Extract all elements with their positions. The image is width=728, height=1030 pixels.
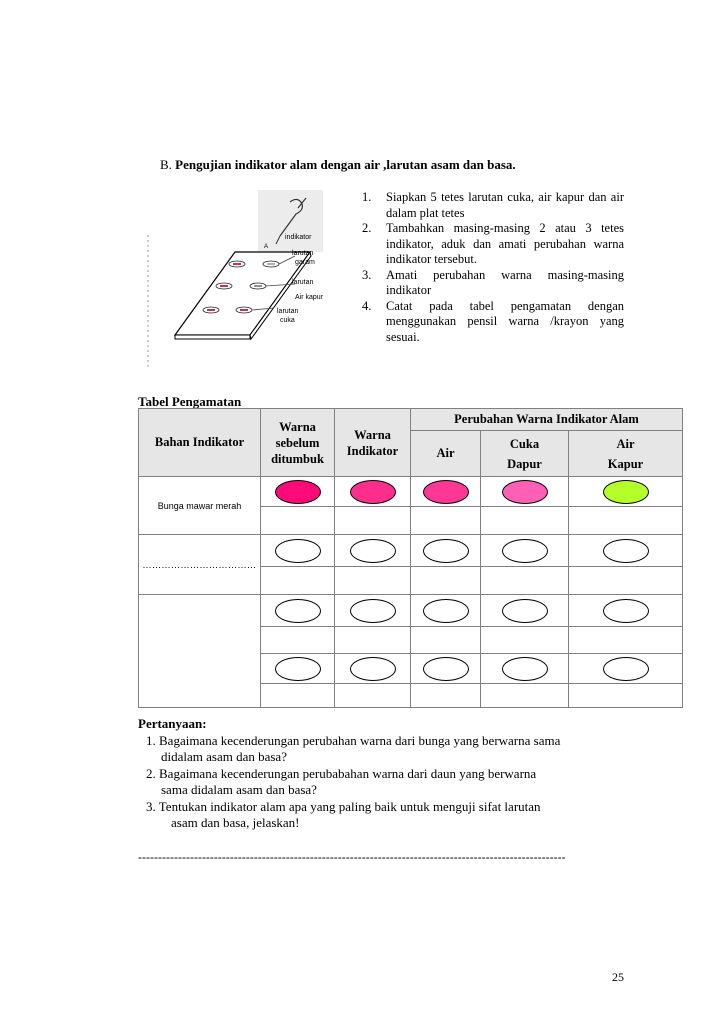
questions-section: [138, 716, 658, 832]
header-warna-indikator-l1: Warna: [354, 427, 391, 442]
header-warna-indikator-l2: Indikator: [346, 443, 399, 458]
label-indikator: indikator: [285, 234, 312, 241]
cell: [569, 507, 683, 535]
questions-title: Pertanyaan:: [138, 716, 207, 731]
cell: [335, 535, 411, 567]
empty-oval: [502, 599, 548, 623]
cell: [411, 507, 481, 535]
cell: [335, 654, 411, 684]
cell: [569, 654, 683, 684]
cell: [261, 535, 335, 567]
cell: [335, 567, 411, 595]
row-label-text: Bunga mawar merah: [157, 501, 242, 511]
step-number: 2.: [362, 221, 372, 235]
header-kapur-l1: Air: [616, 436, 635, 451]
cell: [261, 567, 335, 595]
step-text: Amati perubahan warna masing-masing indikator: [386, 267, 624, 297]
section-heading: Pengujian indikator alam dengan air ,larutan asam dan basa.: [175, 157, 516, 172]
question-line: 1. Bagaimana kecenderungan perubahan warna dari bunga yang berwarna sama: [146, 732, 561, 748]
empty-oval: [423, 539, 469, 563]
cell: [481, 595, 569, 627]
color-oval: [350, 480, 396, 504]
step-text: Tambahkan masing-masing 2 atau 3 tetes indikator, aduk dan amati perubahan warna indikator tersebut.: [386, 221, 624, 266]
question-item: [138, 766, 658, 799]
header-cuka-l1: Cuka: [509, 436, 540, 451]
cell: [481, 477, 569, 507]
cell: [569, 567, 683, 595]
color-oval: [502, 480, 548, 504]
cell: [481, 567, 569, 595]
label-larutan: larutan: [292, 279, 314, 286]
header-air-kapur: [569, 431, 683, 477]
label-larutan-cuka-2: cuka: [280, 317, 295, 324]
empty-oval: [603, 539, 649, 563]
cell: [261, 684, 335, 708]
row-label-empty: [139, 595, 261, 708]
step-number: 3.: [362, 267, 372, 282]
cell: [411, 654, 481, 684]
empty-oval: [275, 657, 321, 681]
drop-plate-illustration: [140, 180, 355, 370]
step-number: 1.: [362, 190, 372, 204]
header-cuka-l2: Dapur: [507, 456, 542, 471]
section-title: [160, 157, 516, 173]
cell: [411, 684, 481, 708]
table-caption: Tabel Pengamatan: [138, 394, 242, 409]
cell: [411, 627, 481, 654]
question-line-cont: asam dan basa, jelaskan!: [171, 815, 300, 830]
question-line-cont: sama didalam asam dan basa?: [161, 782, 317, 797]
label-larutan-garam-1: larutan: [292, 250, 314, 257]
empty-oval: [423, 657, 469, 681]
cell: [335, 507, 411, 535]
question-item: [138, 733, 658, 766]
empty-oval: [275, 599, 321, 623]
cell: [261, 627, 335, 654]
header-cuka-dapur: [481, 431, 569, 477]
procedure-steps: [362, 190, 624, 345]
header-perubahan-text: Perubahan Warna Indikator Alam: [454, 412, 639, 426]
label-air-kapur: Air kapur: [295, 294, 324, 301]
color-oval: [603, 480, 649, 504]
cell: [481, 507, 569, 535]
empty-oval: [603, 657, 649, 681]
question-line-cont: didalam asam dan basa?: [161, 749, 287, 764]
section-letter: B.: [160, 157, 172, 172]
label-a: A: [264, 244, 269, 250]
color-oval: [423, 480, 469, 504]
cell: [411, 567, 481, 595]
step-item: [362, 268, 624, 299]
empty-oval: [502, 539, 548, 563]
header-bahan-text: Bahan Indikator: [154, 435, 245, 449]
empty-oval: [350, 599, 396, 623]
cell: [335, 595, 411, 627]
empty-oval: [423, 599, 469, 623]
empty-oval: [603, 599, 649, 623]
header-warna-sebelum-l1: Warna: [279, 419, 316, 434]
header-warna-sebelum-l3: ditumbuk: [271, 451, 324, 466]
empty-oval: [350, 539, 396, 563]
step-item: [362, 190, 624, 221]
header-air: [411, 431, 481, 477]
cell: [569, 627, 683, 654]
observation-table: [138, 408, 683, 708]
step-text: Catat pada tabel pengamatan dengan menggunakan pensil warna /krayon yang sesuai.: [386, 298, 624, 344]
cell: [569, 684, 683, 708]
empty-oval: [275, 539, 321, 563]
header-warna-indikator: [335, 409, 411, 477]
cell: [481, 654, 569, 684]
header-bahan-indikator: [139, 409, 261, 477]
row-label-bunga-mawar: [139, 477, 261, 535]
color-oval: [275, 480, 321, 504]
label-larutan-garam-2: garam: [295, 259, 315, 266]
cell: [261, 654, 335, 684]
cell: [569, 535, 683, 567]
cell: [411, 595, 481, 627]
row-label-dots: ………………………………: [142, 560, 257, 570]
step-item: [362, 299, 624, 346]
header-warna-sebelum-l2: sebelum: [275, 435, 320, 450]
header-kapur-l2: Kapur: [607, 456, 644, 471]
header-air-text: Air: [436, 446, 455, 460]
empty-oval: [350, 657, 396, 681]
cell: [481, 684, 569, 708]
question-line: 3. Tentukan indikator alam apa yang paling baik untuk menguji sifat larutan: [146, 798, 541, 814]
divider-dashes: -----------------------------------------------------------------------------------------------------------: [138, 850, 566, 864]
cell: [335, 684, 411, 708]
header-perubahan-warna: [411, 409, 683, 431]
cell: [335, 477, 411, 507]
label-larutan-cuka-1: larutan: [277, 308, 299, 315]
cell: [411, 535, 481, 567]
cell: [335, 627, 411, 654]
header-warna-sebelum: [261, 409, 335, 477]
empty-oval: [502, 657, 548, 681]
step-text: Siapkan 5 tetes larutan cuka, air kapur dan air dalam plat tetes: [386, 190, 624, 220]
question-line: 2. Bagaimana kecenderungan perubabahan warna dari daun yang berwarna: [146, 765, 537, 781]
cell: [481, 535, 569, 567]
cell: [411, 477, 481, 507]
cell: [261, 477, 335, 507]
step-item: [362, 221, 624, 268]
cell: [261, 507, 335, 535]
cell: [261, 595, 335, 627]
question-item: [138, 799, 658, 832]
cell: [569, 595, 683, 627]
page-number: 25: [612, 970, 624, 984]
cell: [569, 477, 683, 507]
step-number: 4.: [362, 298, 372, 313]
cell: [481, 627, 569, 654]
row-label-blank: [139, 535, 261, 595]
